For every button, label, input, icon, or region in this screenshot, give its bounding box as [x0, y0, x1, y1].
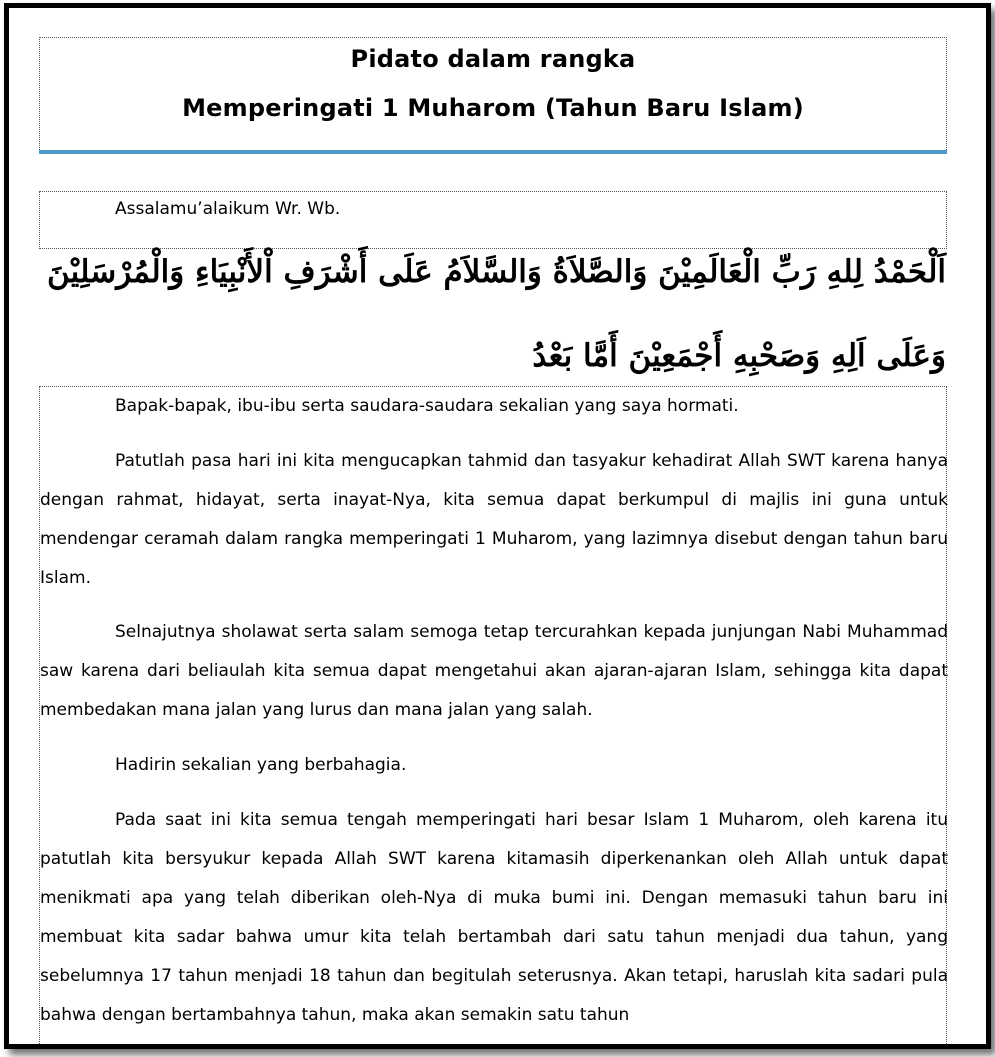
greeting-text-box[interactable]	[39, 191, 947, 249]
paragraph-2: Patutlah pasa hari ini kita mengucapkan tahmid dan tasyakur kehadirat Allah SWT karena hanya dengan rahmat, hidayat, serta inayat-Nya, kita semua dapat berkumpul di majlis ini guna untuk mendengar ceramah dalam rangka memperingati 1 Muharom, yang lazimnya disebut dengan tahun baru Islam.	[40, 451, 948, 588]
paragraph-4: Hadirin sekalian yang berbahagia.	[115, 755, 407, 775]
paragraph-5: Pada saat ini kita semua tengah memperingati hari besar Islam 1 Muharom, oleh karena itu patutlah kita bersyukur kepada Allah SWT karena kitamasih diperkenankan oleh Allah untuk dapat menikmati apa yang telah diberikan oleh-Nya di muka bumi ini. Dengan memasuki tahun baru ini membuat kita sadar bahwa umur kita telah bertambah dari satu tahun menjadi dua tahun, yang sebelumnya 17 tahun menjadi 18 tahun dan begitulah seterusnya. Akan tetapi, haruslah kita sadari pula bahwa dengan bertambahnya tahun, maka akan semakin satu tahun	[40, 810, 948, 1025]
accent-divider	[39, 150, 947, 154]
arabic-line-1: اَلْحَمْدُ لِلهِ رَبِّ الْعَالَمِيْنَ وَالصَّلاَةُ وَالسَّلاَمُ عَلَى أَشْرَفِ اْلأَنْبِيَاءِ وَالْمُرْسَلِيْنَ	[47, 254, 946, 290]
greeting-text: Assalamu’alaikum Wr. Wb.	[115, 199, 341, 219]
paragraph-1: Bapak-bapak, ibu-ibu serta saudara-saudara sekalian yang saya hormati.	[115, 396, 739, 416]
title-line-1: Pidato dalam rangka	[350, 45, 636, 73]
title-line-2: Memperingati 1 Muharom (Tahun Baru Islam)	[182, 94, 804, 122]
paragraph-3: Selnajutnya sholawat serta salam semoga tetap tercurahkan kepada junjungan Nabi Muhammad saw karena dari beliaulah kita semua dapat mengetahui akan ajaran-ajaran Islam, sehingga kita dapat membedakan mana jalan yang lurus dan mana jalan yang salah.	[40, 622, 948, 720]
title-text-box[interactable]	[39, 37, 947, 152]
arabic-line-2: وَعَلَى اَلِهِ وَصَحْبِهِ أَجْمَعِيْنَ أَمَّا بَعْدُ	[532, 338, 946, 374]
document-frame	[4, 3, 991, 1049]
body-text-box[interactable]	[39, 386, 947, 1049]
